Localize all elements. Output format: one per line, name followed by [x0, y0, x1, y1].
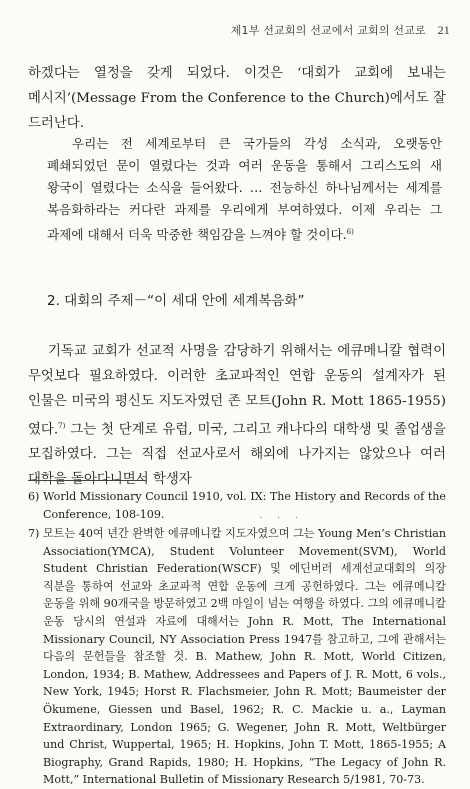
para-text-before-note: 기독교 교회가 선교적 사명을 감당하기 위해서는 에큐메니칼 협력이 무엇보다 필요하였다. 이러한 초교파적인 연합 운동의 설계자가 된 인물은 미국의 평신도 지도자였던 존 모트(John R. Mott 1865-1955)였다.: [28, 344, 446, 438]
quote-text: 우리는 전 세계로부터 큰 국가들의 각성 소식과, 오랫동안 폐쇄되었던 문이 열렸다는 것과 여러 운동을 통해서 그리스도의 새 왕국이 열렸다는 소식을 들어왔다. … 전능하신 하나님께서는 세계를 복음화하라는 커다란 과제를 우리에게 부여하였다. 이제 우리는 그 과제에 대해서 더욱 막중한 책임감을 느껴야 할 것이다.: [47, 136, 442, 243]
para-note-ref: 7): [58, 422, 66, 430]
body-paragraph: [28, 339, 446, 492]
footnote-divider: [28, 480, 146, 481]
footnote-text: [43, 488, 446, 525]
footnote-7: [28, 525, 446, 789]
footnote-number: 7): [28, 527, 40, 540]
footnote-number: 6): [28, 490, 40, 503]
running-title: 제1부 선교회의 선교에서 교회의 선교로: [230, 24, 426, 37]
footnote-text: 모트는 40여 년간 완벽한 에큐메니칼 지도자였으며 그는 Young Men’s Christian Association(YMCA), Student Volunteer Movement(SVM), World Student Christian Federation(WSCF) 및 에딘버러 세계선교대회의 의장 직분을 통하여 선교와 초교파적 연합 운동에 크게 공헌하였다. 그는 에큐메니칼 운동을 위해 90개국을 방문하였고 2백 마일이 넘는 여행을 하였다. 그의 에큐메니칼 운동 당시의 연설과 자료에 대해서는 John R. Mott, The International Missionary Council, NY Association Press 1947를 참고하고, 그에 관해서는 다음의 문헌들을 참조할 것. B. Mathew, John R. Mott, World Citizen, London, 1934; B. Mathew, Addressees and Papers of J. R. Mott, 6 vols., New York, 1945; Horst R. Flachsmeier, John R. Mott; Baumeister der Ökumene, Giessen und Basel, 1962; R. C. Mackie u. a., Layman Extraordinary, London 1965; G. Wegener, John R. Mott, Weltbürger und Christ, Wuppertal, 1965; H. Hopkins, John T. Mott, 1865-1955; A Biography, Grand Rapids, 1980; H. Hopkins, “The Legacy of John R. Mott,” International Bulletin of Missionary Research 5/1981, 70-73.: [43, 527, 446, 787]
footnote-dots: . . .: [259, 510, 304, 521]
intro-paragraph: 하겠다는 열정을 갖게 되었다. 이것은 ‘대회가 교회에 보내는 메시지’(Message From the Conference to the Church)에서도 잘 드러난다.: [28, 66, 446, 131]
quote-note-ref: 6): [346, 228, 354, 236]
block-quote: [47, 133, 442, 246]
footnote-6: [28, 488, 446, 525]
running-header: [0, 22, 450, 38]
section-heading: 2. 대회의 주제－“이 세대 안에 세계복음화”: [47, 293, 305, 309]
footnote-6-text: World Missionary Council 1910, vol. IX: The History and Records of the Conference, 108-109.: [43, 490, 446, 521]
page-number: 21: [437, 23, 450, 37]
para-text-after-note: 그는 첫 단계로 유럽, 미국, 그리고 캐나다의 대학생 및 졸업생을 모집하였다. 그는 직접 선교사로서 해외에 나가지는 않았으나 여러 대학을 돌아다니면서 학생자: [28, 422, 446, 488]
